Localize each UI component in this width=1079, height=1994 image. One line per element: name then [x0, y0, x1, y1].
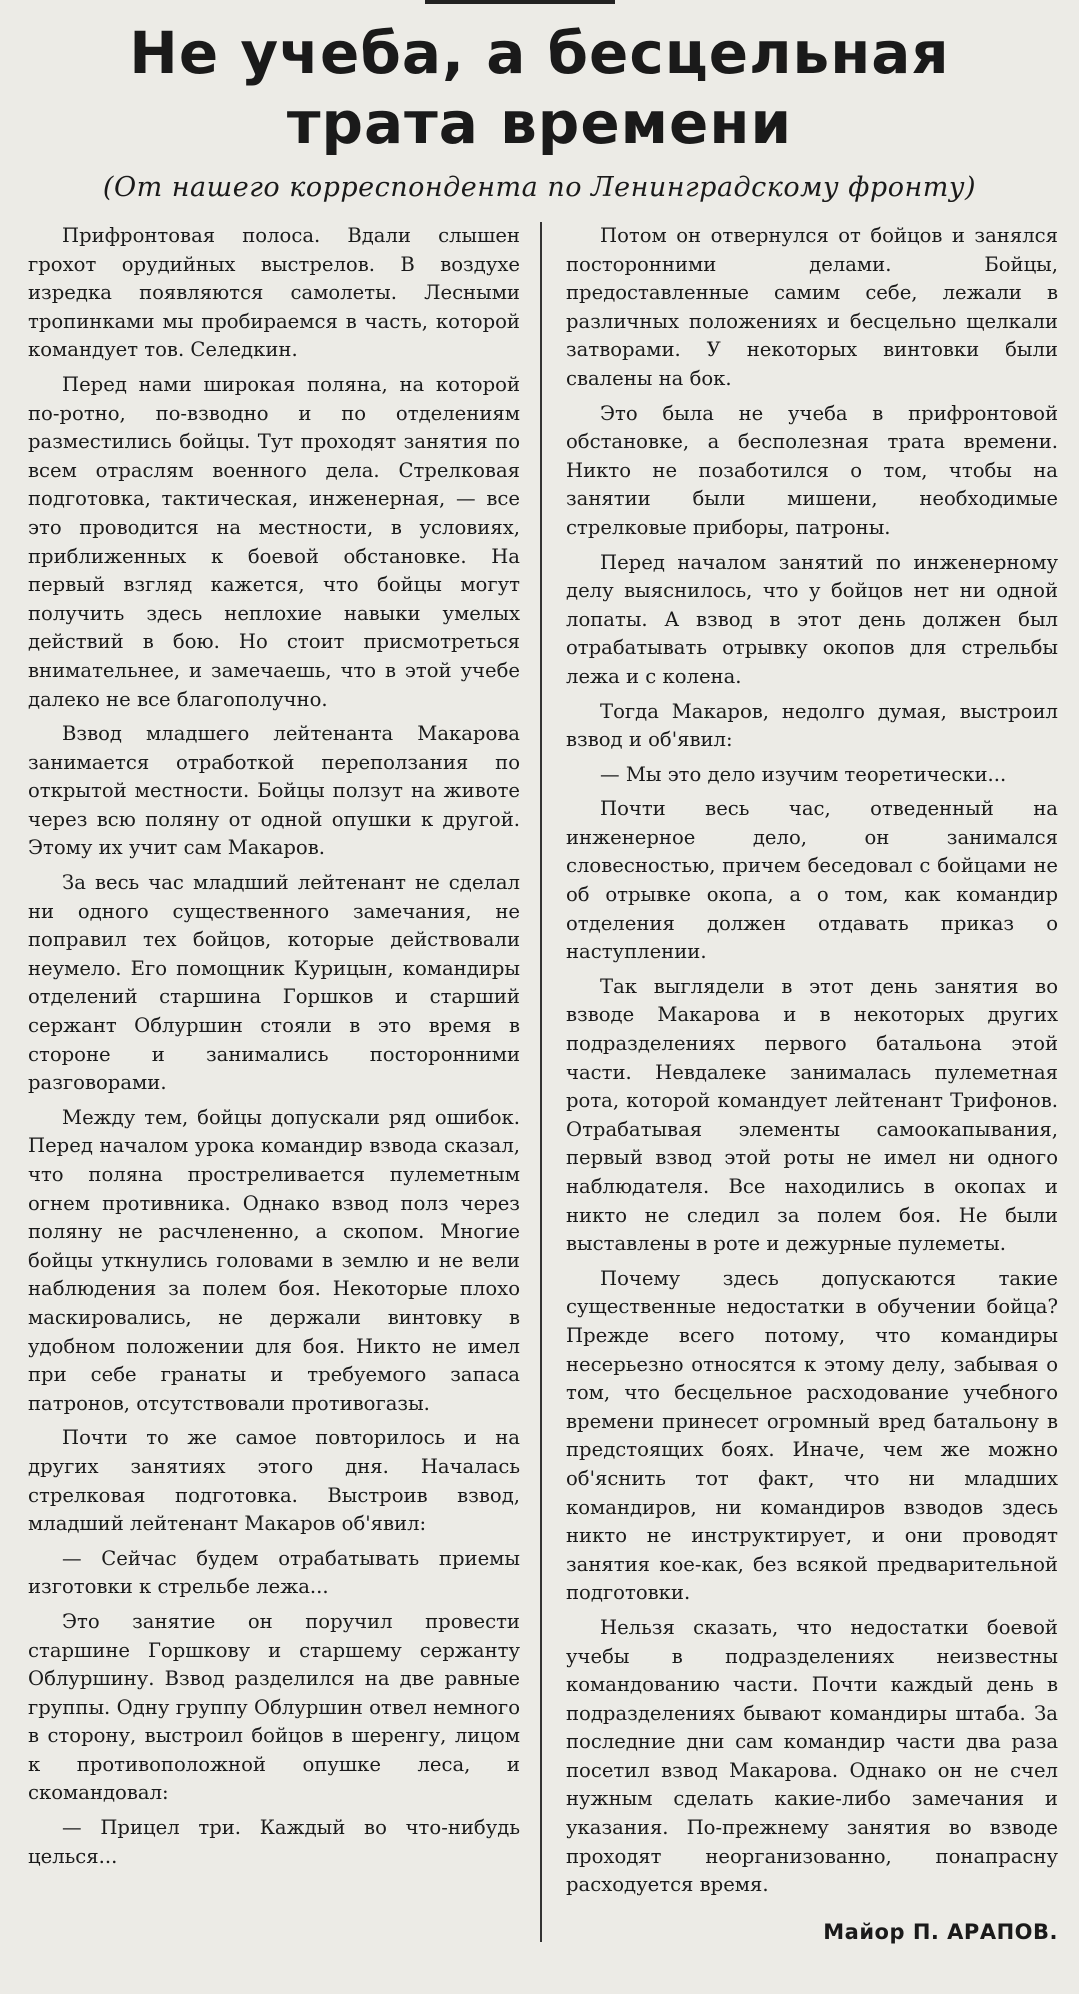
paragraph: — Мы это дело изучим теоретически...: [600, 762, 1007, 786]
article-title: [0, 18, 1079, 158]
paragraph: — Сейчас будем отрабатывать приемы изготовки к стрельбе лежа...: [28, 1546, 520, 1599]
right-column: [566, 222, 1058, 1962]
column-divider: [540, 222, 542, 1942]
article-header: [0, 18, 1079, 203]
paragraph: Потом он отвернулся от бойцов и занялся посторонними делами. Бойцы, предоставленные самим себе, лежали в различных положениях и бесцельно щелкали затворами. У некоторых винтовки были свалены на бок.: [566, 224, 1058, 390]
paragraph: Это была не учеба в прифронтовой обстановке, а бесполезная трата времени. Никто не позаботился о том, чтобы на занятии были мишени, необходимые стрелковые приборы, патроны.: [566, 401, 1058, 539]
article-body: [20, 222, 1060, 1962]
left-column: [28, 222, 520, 1962]
article-subtitle: (От нашего корреспондента по Ленинградскому фронту): [102, 172, 977, 203]
paragraph: Между тем, бойцы допускали ряд ошибок. Перед началом урока командир взвода сказал, что поляна простреливается пулеметным огнем противника. Однако взвод полз через поляну не расчлененно, а скопом. Многие бойцы уткнулись головами в землю и не вели наблюдения за полем боя. Некоторые плохо маскировались, не держали винтовку в удобном положении для боя. Никто не имел при себе гранаты и требуемого запаса патронов, отсутствовали противогазы.: [28, 1105, 520, 1415]
paragraph: Прифронтовая полоса. Вдали слышен грохот орудийных выстрелов. В воздухе изредка появляются самолеты. Лесными тропинками мы пробираемся в часть, которой командует тов. Селедкин.: [28, 224, 520, 362]
author-signature: Майор П. АРАПОВ.: [823, 1919, 1058, 1944]
paragraph: За весь час младший лейтенант не сделал ни одного существенного замечания, не поправил тех бойцов, которые действовали неумело. Его помощник Курицын, командиры отделений старшина Горшков и старший сержант Облуршин стояли в это время в стороне и занимались посторонними разговорами.: [28, 871, 520, 1095]
title-line-2: трата времени: [286, 89, 793, 157]
paragraph: Почти то же самое повторилось и на других занятиях этого дня. Началась стрелковая подготовка. Выстроив взвод, младший лейтенант Макаров об'явил:: [28, 1426, 520, 1536]
paragraph: Перед нами широкая поляна, на которой по-ротно, по-взводно и по отделениям разместились бойцы. Тут проходят занятия по всем отраслям военного дела. Стрелковая подготовка, тактическая, инженерная, — все это проводится на местности, в условиях, приближенных к боевой обстановке. На первый взгляд кажется, что бойцы могут получить здесь неплохие навыки умелых действий в бою. Но стоит присмотреться внимательнее, и замечаешь, что в этой учебе далеко не все благополучно.: [28, 372, 520, 711]
title-line-1: Не учеба, а бесцельная: [129, 19, 950, 87]
top-rule: [425, 0, 615, 4]
paragraph: Почему здесь допускаются такие существенные недостатки в обучении бойца? Прежде всего потому, что командиры несерьезно относятся к этому делу, забывая о том, что бесцельное расходование учебного времени принесет огромный вред батальону в предстоящих боях. Иначе, чем же можно об'яснить тот факт, что ни младших командиров, ни командиров взводов здесь никто не инструктирует, и они проводят занятия кое-как, без всякой предварительной подготовки.: [566, 1266, 1058, 1605]
paragraph: Почти весь час, отведенный на инженерное дело, он занимался словесностью, причем беседовал с бойцами не об отрывке окопа, а о том, как командир отделения должен отдавать приказ о наступлении.: [566, 797, 1058, 964]
paragraph: Тогда Макаров, недолго думая, выстроил взвод и об'явил:: [566, 699, 1058, 752]
paragraph: Нельзя сказать, что недостатки боевой учебы в подразделениях неизвестны командованию части. Почти каждый день в подразделениях бывают командиры штаба. За последние дни сам командир части два раза посетил взвод Макарова. Однако он не счел нужным сделать какие-либо замечания и указания. По-прежнему занятия во взводе проходят неорганизованно, понапрасну расходуется время.: [566, 1615, 1058, 1897]
paragraph: — Прицел три. Каждый во что-нибудь целься...: [28, 1816, 520, 1868]
paragraph: Это занятие он поручил провести старшине Горшкову и старшему сержанту Облуршину. Взвод разделился на две равные группы. Одну группу Облуршин отвел немного в сторону, выстроил бойцов в шеренгу, лицом к противоположной опушке леса, и скомандовал:: [28, 1609, 520, 1805]
paragraph: Взвод младшего лейтенанта Макарова занимается отработкой переползания по открытой местности. Бойцы ползут на животе через всю поляну от одной опушки к другой. Этому их учит сам Макаров.: [28, 722, 520, 860]
paragraph: Перед началом занятий по инженерному делу выяснилось, что у бойцов нет ни одной лопаты. А взвод в этот день должен был отрабатывать отрывку окопов для стрельбы лежа и с колена.: [566, 550, 1058, 688]
paragraph: Так выглядели в этот день занятия во взводе Макарова и в некоторых других подразделениях первого батальона этой части. Невдалеке занималась пулеметная рота, которой командует лейтенант Трифонов. Отрабатывая элементы самоокапывания, первый взвод этой роты не имел ни одного наблюдателя. Все находились в окопах и никто не следил за полем боя. Не были выставлены в роте и дежурные пулеметы.: [566, 974, 1058, 1256]
